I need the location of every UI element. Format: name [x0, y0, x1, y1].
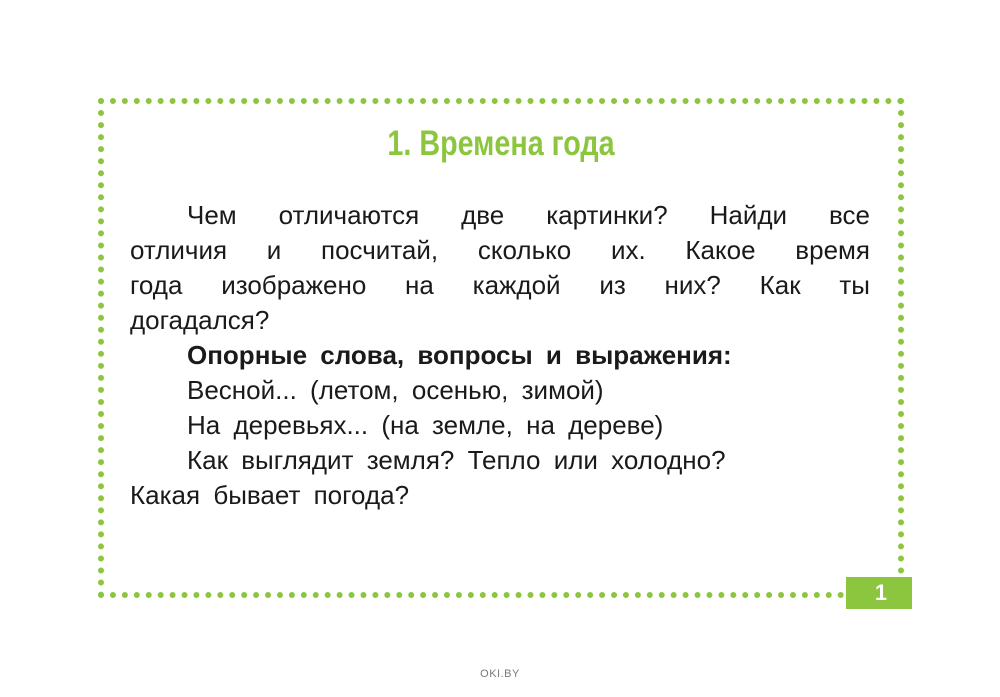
lesson-title: 1. Времена года [387, 124, 615, 163]
support-question: Как выглядит земля? Тепло или холодно? [187, 445, 726, 475]
watermark: OKI.BY [480, 668, 520, 680]
paragraph-line: Чем отличаются две картинки? Найди все [187, 200, 870, 230]
support-phrase: На деревьях... (на земле, на дереве) [187, 410, 664, 440]
support-phrase: Весной... (летом, осенью, зимой) [187, 375, 604, 405]
paragraph-line: догадался? [130, 305, 270, 335]
page-number-badge [846, 577, 912, 609]
page-number: 1 [874, 580, 888, 605]
support-question: Какая бывает погода? [130, 480, 410, 510]
paragraph-line: года изображено на каждой из них? Как ты [130, 270, 870, 300]
support-heading: Опорные слова, вопросы и выражения: [187, 340, 732, 370]
lesson-body [130, 198, 870, 513]
paragraph-line: отличия и посчитай, сколько их. Какое время [130, 235, 870, 265]
